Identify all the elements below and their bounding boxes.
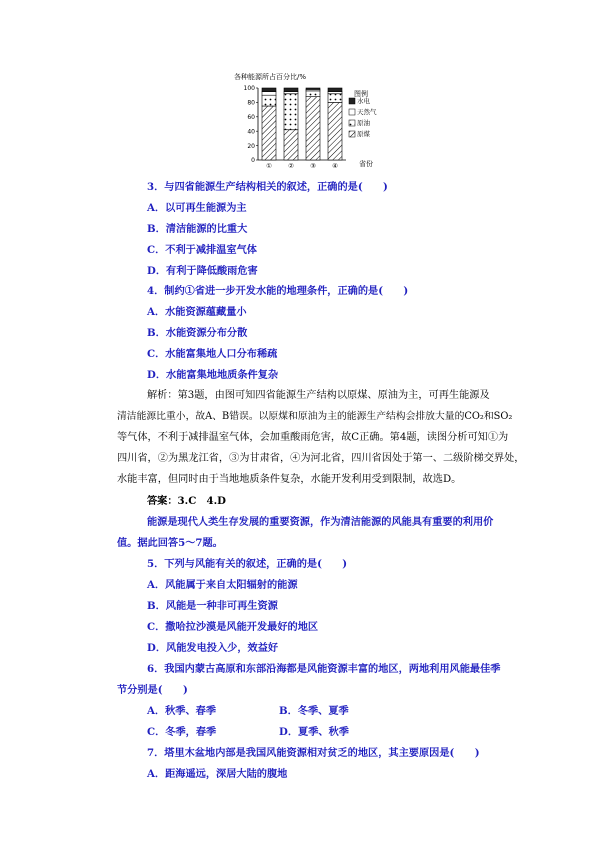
x-tick-label: ③ [310, 162, 316, 170]
bar-segment [262, 95, 276, 106]
bar-segment [284, 130, 298, 160]
explanation-line-1: 解析：第3题，由图可知四省能源生产结构以原煤、原油为主，可再生能源及 [147, 390, 490, 401]
question-5-option-a: A．风能属于来自太阳辐射的能源 [147, 579, 298, 591]
question-6-option-a: A．秋季、春季 [147, 705, 217, 717]
y-tick-label: 60 [247, 114, 255, 121]
y-tick-label: 20 [247, 142, 255, 150]
intro-line-1: 能源是现代人类生存发展的重要资源，作为清洁能源的风能具有重要的利用价 [147, 516, 494, 528]
bar-segment [262, 88, 276, 92]
legend-label: 天然气 [357, 108, 377, 116]
question-3-option-a: A．以可再生能源为主 [147, 202, 247, 214]
legend-title: 图例 [354, 90, 368, 98]
question-4-option-b: B．水能资源分布分散 [147, 327, 248, 339]
legend-swatch [349, 109, 355, 115]
bar-segment [328, 102, 342, 160]
explanation-line-5: 水能丰富，但同时由于当地地质条件复杂，水能开发利用受到限制，故选D。 [117, 474, 462, 485]
bar-segment [284, 92, 298, 94]
question-3-option-b: B．清洁能源的比重大 [147, 223, 248, 235]
bar-segment [306, 91, 320, 97]
x-tick-label: ① [266, 162, 272, 170]
x-tick-label: ② [288, 162, 294, 170]
bar-segment [284, 88, 298, 92]
legend-swatch [349, 120, 355, 126]
bar-segment [328, 92, 342, 94]
answer-line: 答案：3.C 4.D [147, 495, 226, 507]
y-tick-label: 80 [247, 99, 255, 107]
explanation-line-3: 等气体，不利于减排温室气体，会加重酸雨危害，故C正确。第4题，读图分析可知①为 [117, 432, 509, 443]
question-6-option-b: B．冬季、夏季 [279, 705, 349, 717]
question-5-option-d: D．风能发电投入少，效益好 [147, 642, 279, 654]
energy-structure-chart [228, 72, 378, 180]
question-4-option-a: A．水能资源蕴藏量小 [147, 306, 247, 318]
y-tick-label: 40 [247, 128, 255, 136]
bar-segment [284, 94, 298, 130]
bar-segment [306, 97, 320, 160]
question-6: 6．我国内蒙古高原和东部沿海都是风能资源丰富的地区，两地利用风能最佳季 [147, 663, 501, 675]
legend-label: 原油 [357, 119, 370, 127]
question-5-option-c: C．撒哈拉沙漠是风能开发最好的地区 [147, 621, 319, 633]
y-tick-label: 0 [251, 157, 255, 165]
question-7: 7．塔里木盆地内部是我国风能资源相对贫乏的地区，其主要原因是( ) [147, 747, 480, 759]
question-3-option-d: D．有利于降低酸雨危害 [147, 265, 258, 277]
explanation-line-4: 四川省，②为黑龙江省，③为甘肃省，④为河北省，四川省因处于第一、二级阶梯交界处， [117, 453, 525, 464]
bar-segment [328, 94, 342, 103]
explanation-line-2: 清洁能源比重小，故A、B错误。以原煤和原油为主的能源生产结构会排放大量的CO₂和SO₂ [117, 411, 513, 422]
question-5: 5．下列与风能有关的叙述，正确的是( ) [147, 558, 348, 570]
question-4: 4．制约①省进一步开发水能的地理条件，正确的是( ) [147, 285, 409, 297]
bar-segment [328, 88, 342, 92]
intro-line-2: 值。据此回答5～7题。 [117, 537, 223, 549]
legend-swatch [349, 98, 355, 104]
chart-title: 各种能源所占百分比/% [234, 73, 307, 81]
legend-swatch [349, 131, 355, 137]
question-7-option-a: A．距海遥远，深居大陆的腹地 [147, 768, 288, 780]
question-6-line-2: 节分别是( ) [117, 684, 188, 696]
chart-xlabel: 省份 [359, 160, 373, 168]
y-tick-label: 100 [243, 85, 255, 93]
question-4-option-c: C．水能富集地人口分布稀疏 [147, 348, 278, 360]
question-4-option-d: D．水能富集地地质条件复杂 [147, 369, 279, 381]
bar-segment [262, 106, 276, 160]
question-3: 3．与四省能源生产结构相关的叙述，正确的是( ) [147, 181, 388, 193]
legend-label: 水电 [357, 97, 370, 105]
x-tick-label: ④ [332, 162, 338, 170]
legend-label: 原煤 [357, 130, 370, 138]
chart-svg [228, 72, 378, 180]
question-6-option-d: D．夏季、秋季 [279, 726, 349, 738]
question-5-option-b: B．风能是一种非可再生资源 [147, 600, 278, 612]
question-6-option-c: C．冬季，春季 [147, 726, 217, 738]
bar-segment [306, 88, 320, 89]
question-3-option-c: C．不利于减排温室气体 [147, 244, 257, 256]
bar-segment [262, 92, 276, 96]
